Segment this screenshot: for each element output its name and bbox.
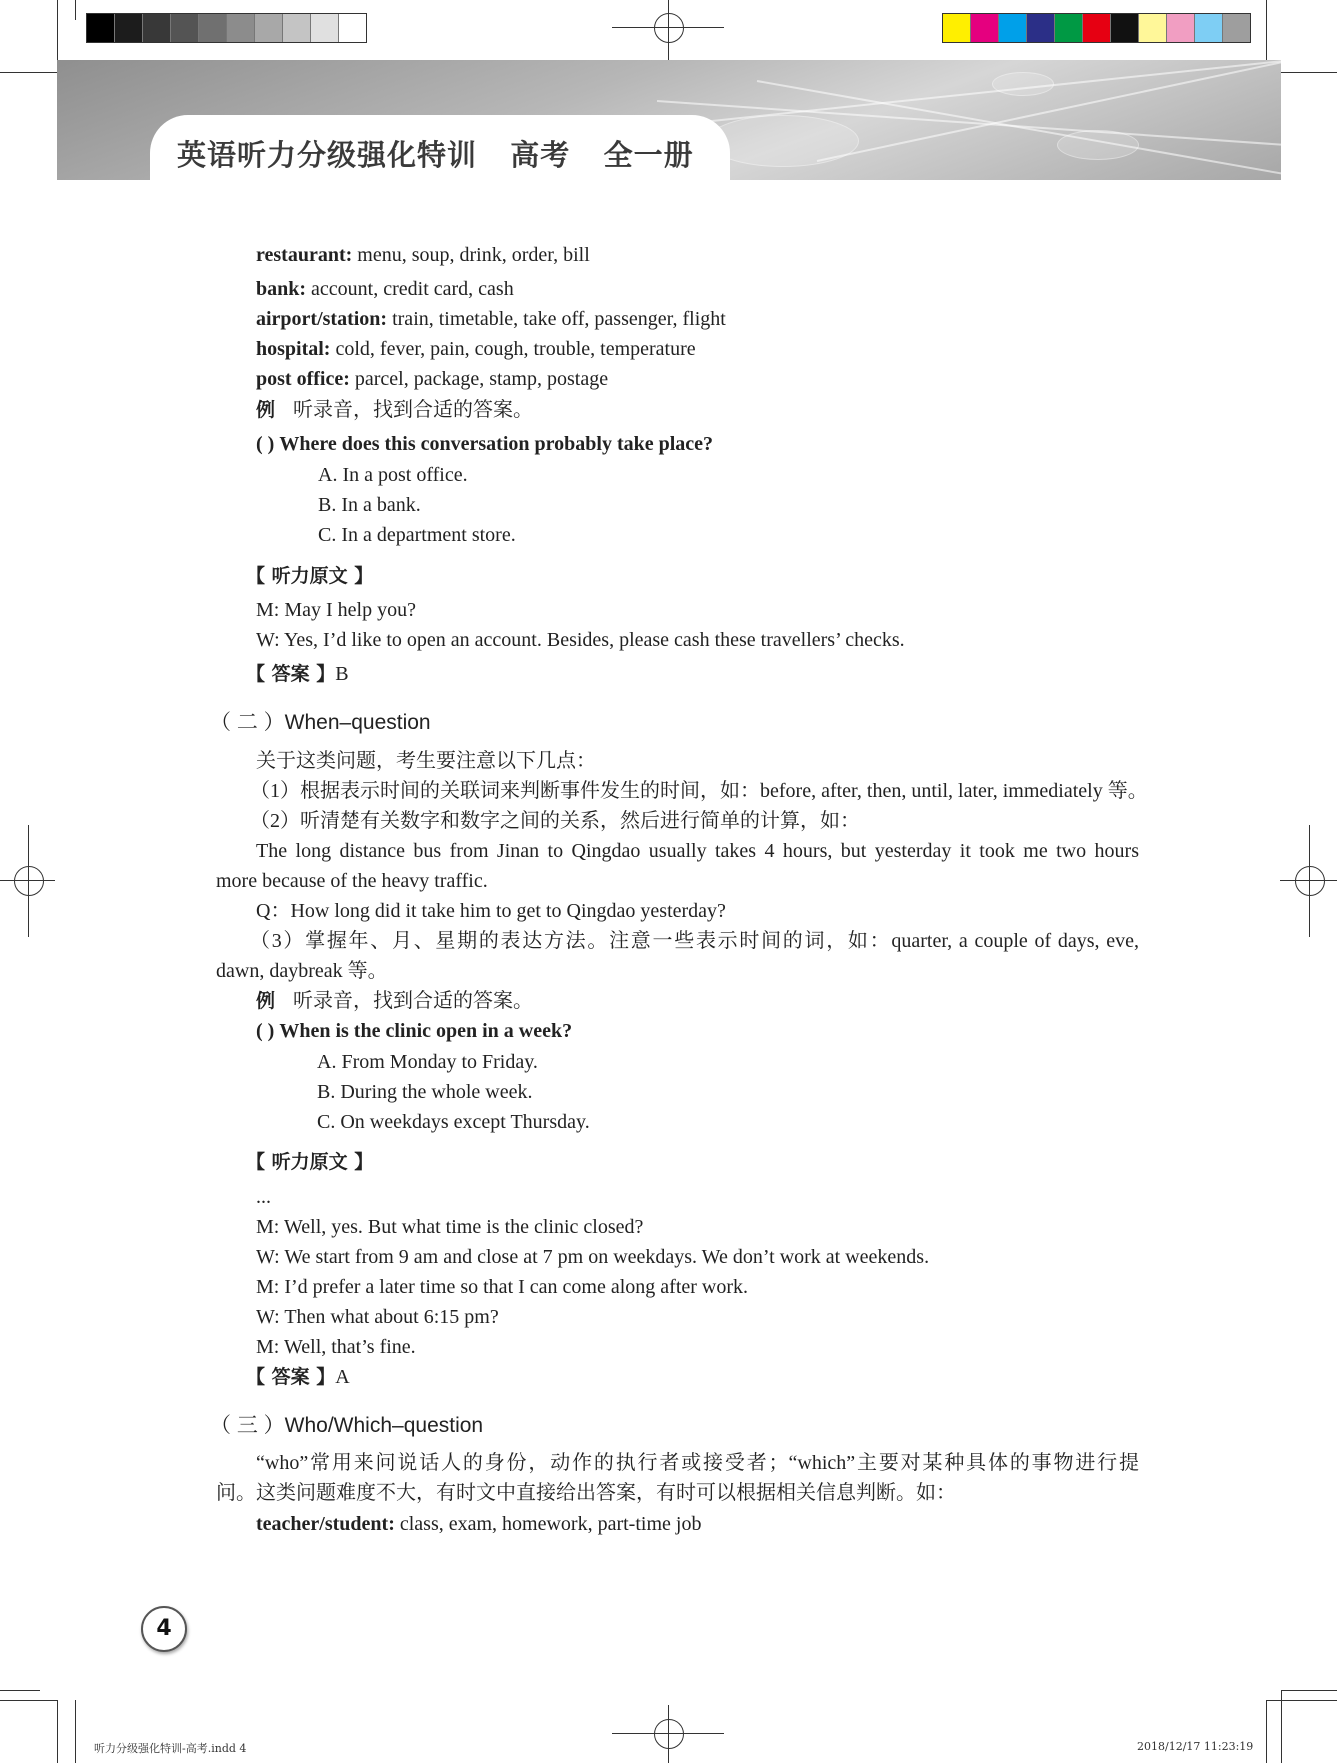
color-swatch [1027,14,1055,42]
example-question: ( ) When is the clinic open in a week? [256,1020,573,1042]
sample-sentence-line2: more because of the heavy traffic. [216,870,488,892]
print-timestamp: 2018/12/17 11:23:19 [1137,1740,1254,1753]
section2-intro: 关于这类问题，考生要注意以下几点： [256,750,596,772]
gray-swatch [311,14,339,42]
registration-mark-left [14,866,44,896]
gray-swatch [115,14,143,42]
section3-paragraph-line2: 问。这类问题难度不大，有时文中直接给出答案，有时可以根据相关信息判断。如： [216,1482,956,1504]
option-c: C. On weekdays except Thursday. [317,1111,590,1133]
transcript-line: W: We start from 9 am and close at 7 pm on weekdays. We don’t work at weekends. [256,1246,930,1268]
book-title: 英语听力分级强化特训 高考 全一册 [177,138,694,172]
section2-point2: （2）听清楚有关数字和数字之间的关系，然后进行简单的计算，如： [250,810,860,832]
section2-point1: （1）根据表示时间的关联词来判断事件发生的时间，如：before, after, then, until, later, immediately 等。 [250,780,1148,802]
cmyk-color-bar [942,13,1251,43]
transcript-line: W: Yes, I’d like to open an account. Besides, please cash these travellers’ checks. [256,629,905,651]
transcript-line: M: Well, yes. But what time is the clinic closed? [256,1216,644,1238]
section2-point3-line1: （3）掌握年、月、星期的表达方法。注意一些表示时间的词，如：quarter, a couple of days, eve, [250,930,1139,952]
transcript-line: M: Well, that’s fine. [256,1336,416,1358]
gray-swatch [339,14,366,42]
gray-swatch [171,14,199,42]
option-b: B. During the whole week. [317,1081,533,1103]
section2-point3-line2: dawn, daybreak 等。 [216,960,388,982]
transcript-line: ... [256,1186,271,1208]
option-c: C. In a department store. [318,524,516,546]
gray-swatch [143,14,171,42]
gray-swatch [283,14,311,42]
sample-sentence-line1: The long distance bus from Jinan to Qingdao usually takes 4 hours, but yesterday it took me two hours [256,840,1139,862]
transcript-line: M: May I help you? [256,599,416,621]
option-a: A. From Monday to Friday. [317,1051,538,1073]
grayscale-color-bar [86,13,367,43]
answer-line: 【 答案 】B [246,663,349,685]
answer-line: 【 答案 】A [246,1366,350,1388]
gray-swatch [87,14,115,42]
color-swatch [1055,14,1083,42]
gray-swatch [255,14,283,42]
gray-swatch [227,14,255,42]
section-heading-who-which: （ 三 ）Who/Which–question [210,1414,484,1437]
vocab-line-teacher-student: teacher/student: class, exam, homework, part-time job [256,1513,702,1535]
transcript-line: M: I’d prefer a later time so that I can come along after work. [256,1276,749,1298]
color-swatch [1167,14,1195,42]
sample-question: Q：How long did it take him to get to Qingdao yesterday? [256,900,726,922]
color-swatch [1111,14,1139,42]
section3-paragraph-line1: “who”常用来问说话人的身份，动作的执行者或接受者；“which”主要对某种具体的事物进行提 [256,1452,1139,1474]
color-swatch [1223,14,1250,42]
registration-mark-right [1295,866,1325,896]
color-swatch [971,14,999,42]
color-swatch [999,14,1027,42]
option-a: A. In a post office. [318,464,468,486]
example-question: ( ) Where does this conversation probably take place? [256,433,714,455]
vocab-line-airport: airport/station: train, timetable, take off, passenger, flight [256,308,726,330]
registration-mark-top [654,13,684,43]
transcript-label: 【 听力原文 】 [246,565,374,587]
option-b: B. In a bank. [318,494,421,516]
vocab-line-hospital: hospital: cold, fever, pain, cough, trouble, temperature [256,338,696,360]
color-swatch [943,14,971,42]
file-info: 听力分级强化特训-高考.indd 4 [94,1742,247,1755]
transcript-line: W: Then what about 6:15 pm? [256,1306,499,1328]
section-heading-when: （ 二 ）When–question [210,711,431,734]
page-number: 4 [141,1606,187,1652]
gray-swatch [199,14,227,42]
color-swatch [1139,14,1167,42]
vocab-line-bank: bank: account, credit card, cash [256,278,514,300]
color-swatch [1195,14,1223,42]
color-swatch [1083,14,1111,42]
example-instruction: 例 听录音，找到合适的答案。 [256,399,534,421]
vocab-line-restaurant: restaurant: menu, soup, drink, order, bill [256,244,590,266]
vocab-line-post-office: post office: parcel, package, stamp, postage [256,368,609,390]
transcript-label: 【 听力原文 】 [246,1151,374,1173]
registration-mark-bottom [654,1719,684,1749]
example-instruction: 例 听录音，找到合适的答案。 [256,990,534,1012]
